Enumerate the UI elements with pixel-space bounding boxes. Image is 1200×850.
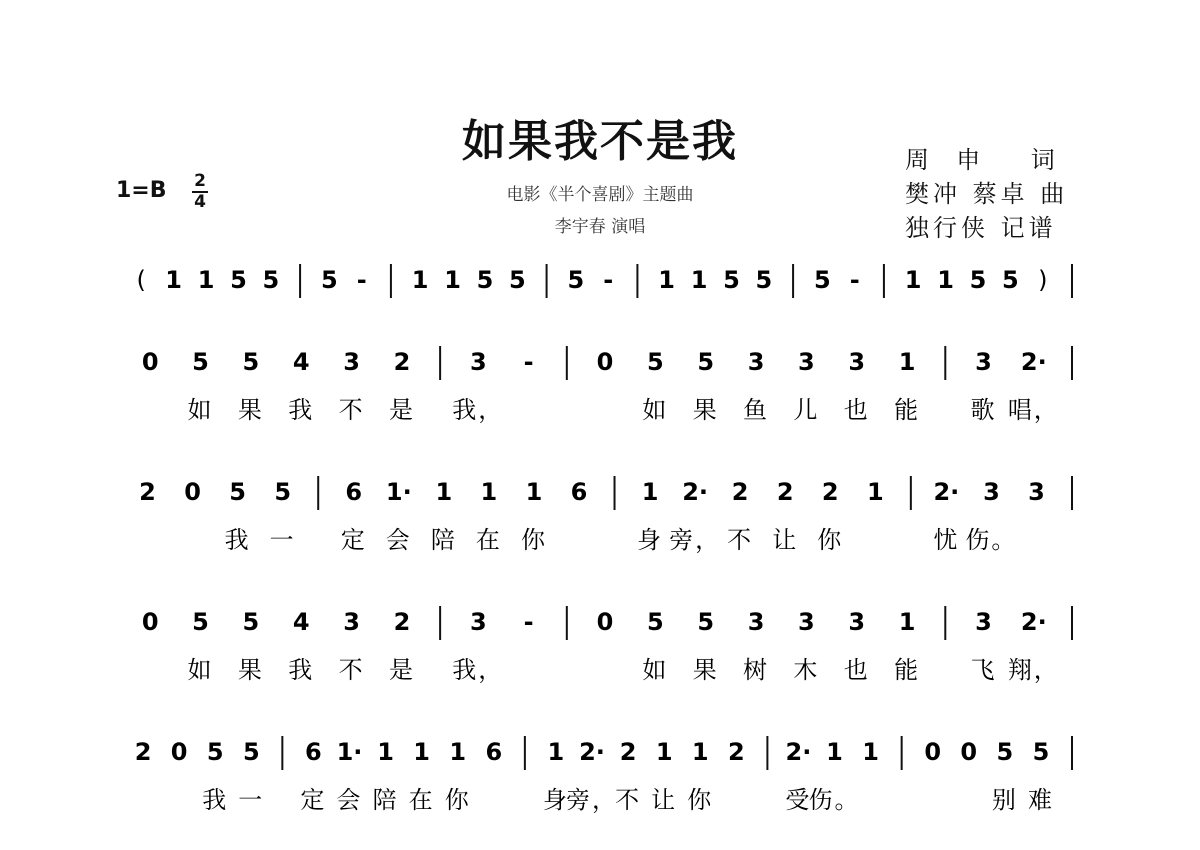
note: 1 [904, 266, 922, 294]
note: 5 [320, 266, 338, 294]
note: 4 [292, 608, 310, 636]
time-signature-top: 2 [194, 171, 206, 191]
lyric-char: 鱼 [743, 396, 770, 424]
dash-mark: - [603, 266, 614, 294]
lyric-char: 伤。 [808, 786, 861, 814]
note: 1 [435, 478, 453, 506]
note: 1 [691, 738, 709, 766]
lyric-char: 陪 [372, 786, 399, 814]
lyric-char: 我 [202, 786, 229, 814]
note: 5 [242, 738, 260, 766]
note: 6 [485, 738, 503, 766]
lyric-char: 果 [237, 656, 264, 684]
note: 1 [525, 478, 543, 506]
note: 2· [785, 738, 812, 766]
lyric-char: 不 [338, 396, 365, 424]
lyric-char: 能 [894, 396, 921, 424]
note: 2 [776, 478, 794, 506]
note: 2· [933, 478, 960, 506]
lyric-char: 我 [224, 526, 251, 554]
lyric-char: 你 [444, 786, 471, 814]
lyricist-credit: 周 申 词 [905, 146, 1059, 174]
note: 1 [197, 266, 215, 294]
lyric-char: 不 [615, 786, 642, 814]
paren-mark: ) [1038, 266, 1048, 294]
note: 3 [747, 348, 765, 376]
performer: 李宇春 演唱 [554, 217, 646, 237]
song-subtitle: 电影《半个喜剧》主题曲 [506, 185, 694, 205]
note: 1 [413, 738, 431, 766]
note: 3 [975, 608, 992, 636]
note: 0 [141, 608, 159, 636]
lyric-char: 儿 [793, 396, 820, 424]
note: 2 [393, 608, 411, 636]
note: 1 [480, 478, 498, 506]
dash-mark: - [356, 266, 367, 294]
lyric-char: 你 [520, 526, 547, 554]
note: 5 [230, 266, 247, 294]
lyric-char: 旁， [669, 526, 722, 554]
lyric-char: 身 [542, 786, 569, 814]
note: 1 [866, 478, 884, 506]
lyric-char: 别 [991, 786, 1018, 814]
note: 5 [262, 266, 280, 294]
note: 5 [476, 266, 494, 294]
lyric-char: 如 [187, 396, 214, 424]
note: 1 [411, 266, 429, 294]
lyric-char: 陪 [430, 526, 457, 554]
note: 3 [469, 608, 487, 636]
note: 0 [924, 738, 942, 766]
note: 2 [139, 478, 156, 506]
note: 2 [619, 738, 637, 766]
lyric-char: 让 [651, 786, 678, 814]
note: 5 [242, 348, 260, 376]
dash-mark: - [523, 348, 534, 376]
lyric-char: 如 [642, 656, 669, 684]
dash-mark: - [849, 266, 860, 294]
note: 5 [996, 738, 1014, 766]
lyric-char: 在 [475, 526, 502, 554]
note: 5 [1032, 738, 1050, 766]
note: 5 [192, 348, 209, 376]
note: 5 [723, 266, 740, 294]
lyric-char: 木 [793, 656, 820, 684]
note: 2· [682, 478, 709, 506]
note: 3 [798, 348, 815, 376]
lyric-char: 歌 [970, 396, 997, 424]
note: 0 [596, 348, 614, 376]
lyric-char: 伤。 [965, 526, 1018, 554]
note: 5 [229, 478, 246, 506]
lyric-char: 树 [743, 656, 770, 684]
key-signature: 1=B [116, 178, 167, 203]
note: 3 [343, 608, 360, 636]
lyric-char: 也 [843, 396, 870, 424]
lyric-char: 一 [269, 526, 296, 554]
time-signature-bottom: 4 [194, 192, 206, 212]
lyric-char: 让 [772, 526, 799, 554]
note: 5 [242, 608, 260, 636]
paren-mark: ( [136, 266, 146, 294]
lyric-char: 果 [692, 656, 719, 684]
lyric-char: 你 [687, 786, 714, 814]
lyric-char: 果 [692, 396, 719, 424]
note: 3 [1028, 478, 1045, 506]
lyric-char: 不 [338, 656, 365, 684]
note: 1 [547, 738, 565, 766]
lyric-char: 定 [300, 786, 327, 814]
note: 0 [184, 478, 201, 506]
lyric-char: 定 [340, 526, 367, 554]
note: 5 [969, 266, 987, 294]
note: 2· [1020, 608, 1047, 636]
lyric-char: 身 [637, 526, 664, 554]
note: 2 [731, 478, 749, 506]
note: 2· [579, 738, 605, 766]
lyric-char: 唱， [1007, 396, 1060, 424]
note: 2 [727, 738, 745, 766]
lyric-char: 会 [385, 526, 412, 554]
lyric-char: 果 [237, 396, 264, 424]
note: 3 [343, 348, 360, 376]
lyric-char: 我 [288, 396, 315, 424]
lyric-char: 我 [288, 656, 315, 684]
note: 5 [647, 608, 664, 636]
lyric-char: 是 [388, 656, 415, 684]
lyric-char: 如 [187, 656, 214, 684]
note: 0 [960, 738, 978, 766]
note: 3 [975, 348, 992, 376]
note: 5 [567, 266, 585, 294]
note: 6 [345, 478, 363, 506]
lyric-char: 旁， [566, 786, 618, 814]
note: 1 [937, 266, 954, 294]
transcriber-credit: 独行侠 记谱 [905, 214, 1057, 242]
note: 1 [898, 348, 916, 376]
lyric-char: 飞 [970, 656, 997, 684]
note: 2 [134, 738, 152, 766]
note: 5 [755, 266, 773, 294]
note: 1 [826, 738, 843, 766]
note: 2· [1020, 348, 1047, 376]
lyric-char: 受 [785, 786, 812, 814]
note: 0 [170, 738, 188, 766]
note: 3 [747, 608, 765, 636]
lyric-char: 能 [894, 656, 921, 684]
lyric-char: 我， [452, 396, 505, 424]
lyric-char: 忧 [933, 526, 960, 554]
lyric-char: 如 [642, 396, 669, 424]
song-title: 如果我不是我 [462, 116, 738, 167]
note: 3 [848, 348, 866, 376]
note: 1 [658, 266, 675, 294]
note: 5 [813, 266, 831, 294]
note: 3 [848, 608, 866, 636]
composer-credit: 樊冲 蔡卓 曲 [905, 180, 1069, 208]
lyric-char: 在 [408, 786, 435, 814]
dash-mark: - [523, 608, 534, 636]
note: 5 [206, 738, 224, 766]
lyric-char: 是 [388, 396, 415, 424]
note: 5 [697, 348, 715, 376]
note: 1 [641, 478, 659, 506]
note: 0 [596, 608, 614, 636]
note: 1 [449, 738, 467, 766]
note: 5 [697, 608, 715, 636]
note: 1 [377, 738, 394, 766]
note: 5 [274, 478, 292, 506]
lyric-char: 会 [336, 786, 363, 814]
note: 2 [393, 348, 411, 376]
note: 5 [1002, 266, 1019, 294]
lyric-char: 不 [727, 526, 754, 554]
note: 4 [292, 348, 310, 376]
lyric-char: 我， [452, 656, 505, 684]
note: 5 [192, 608, 209, 636]
note: 6 [305, 738, 322, 766]
note: 1 [862, 738, 879, 766]
note: 1 [655, 738, 673, 766]
lyric-char: 难 [1027, 786, 1054, 814]
note: 3 [983, 478, 1000, 506]
note: 2 [821, 478, 839, 506]
note: 1· [385, 478, 412, 506]
note: 3 [798, 608, 815, 636]
note: 0 [141, 348, 159, 376]
note: 1 [690, 266, 708, 294]
lyric-char: 一 [238, 786, 265, 814]
note: 6 [570, 478, 588, 506]
lyric-char: 你 [817, 526, 844, 554]
note: 5 [509, 266, 526, 294]
note: 3 [469, 348, 487, 376]
note: 1 [898, 608, 916, 636]
lyric-char: 翔， [1007, 656, 1060, 684]
note: 1· [336, 738, 363, 766]
note: 5 [647, 348, 664, 376]
lyric-char: 也 [843, 656, 870, 684]
note: 1 [165, 266, 182, 294]
note: 1 [444, 266, 461, 294]
